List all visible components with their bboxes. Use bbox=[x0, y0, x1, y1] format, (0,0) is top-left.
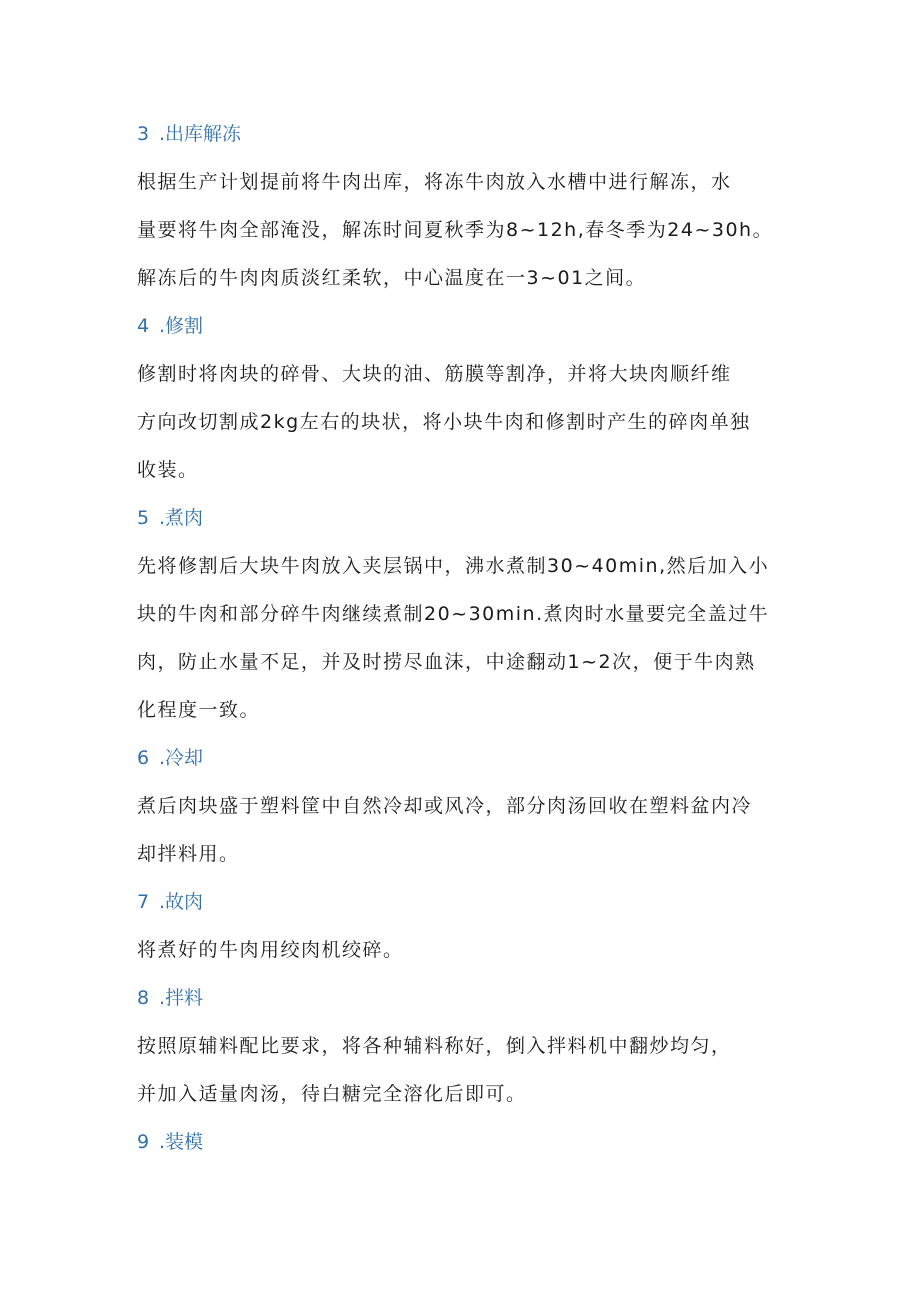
paragraph-line: 解冻后的牛肉肉质淡红柔软，中心温度在一3~01之间。 bbox=[137, 267, 647, 289]
paragraph-line: 方向改切割成2kg左右的块状，将小块牛肉和修割时产生的碎肉单独 bbox=[137, 411, 751, 433]
section-paragraph-3 bbox=[137, 166, 787, 294]
section-heading-8: 8 .拌料 bbox=[137, 987, 204, 1009]
paragraph-line: 收装。 bbox=[137, 459, 199, 481]
paragraph-line: 却拌料用。 bbox=[137, 843, 240, 865]
section-paragraph-7 bbox=[137, 934, 787, 966]
paragraph-line: 煮后肉块盛于塑料筐中自然冷却或风冷，部分肉汤回收在塑料盆内冷 bbox=[137, 795, 753, 817]
section-heading-3: 3 .出库解冻 bbox=[137, 123, 242, 145]
paragraph-line: 根据生产计划提前将牛肉出库，将冻牛肉放入水槽中进行解冻，水 bbox=[137, 171, 732, 193]
section-paragraph-8 bbox=[137, 1030, 787, 1110]
section-paragraph-4 bbox=[137, 358, 787, 486]
paragraph-line: 肉，防止水量不足，并及时捞尽血沫，中途翻动1~2次，便于牛肉熟 bbox=[137, 651, 756, 673]
paragraph-line: 修割时将肉块的碎骨、大块的油、筋膜等割净，并将大块肉顺纤维 bbox=[137, 363, 732, 385]
section-heading-7: 7 .故肉 bbox=[137, 891, 204, 913]
section-heading-4: 4 .修割 bbox=[137, 315, 204, 337]
section-heading-6: 6 .冷却 bbox=[137, 747, 204, 769]
section-heading-9: 9 .装模 bbox=[137, 1131, 204, 1153]
section-heading-5: 5 .煮肉 bbox=[137, 507, 204, 529]
section-paragraph-6 bbox=[137, 790, 787, 870]
paragraph-line: 按照原辅料配比要求，将各种辅料称好，倒入拌料机中翻炒均匀， bbox=[137, 1035, 732, 1057]
section-paragraph-5 bbox=[137, 550, 787, 726]
paragraph-line: 先将修割后大块牛肉放入夹层锅中，沸水煮制30~40min,然后加入小 bbox=[137, 555, 770, 577]
paragraph-line: 量要将牛肉全部淹没，解冻时间夏秋季为8~12h,春冬季为24~30h。 bbox=[137, 219, 774, 241]
paragraph-line: 化程度一致。 bbox=[137, 699, 261, 721]
document-body bbox=[137, 118, 787, 1174]
paragraph-line: 将煮好的牛肉用绞肉机绞碎。 bbox=[137, 939, 404, 961]
paragraph-line: 块的牛肉和部分碎牛肉继续煮制20~30min.煮肉时水量要完全盖过牛 bbox=[137, 603, 770, 625]
paragraph-line: 并加入适量肉汤，待白糖完全溶化后即可。 bbox=[137, 1083, 527, 1105]
